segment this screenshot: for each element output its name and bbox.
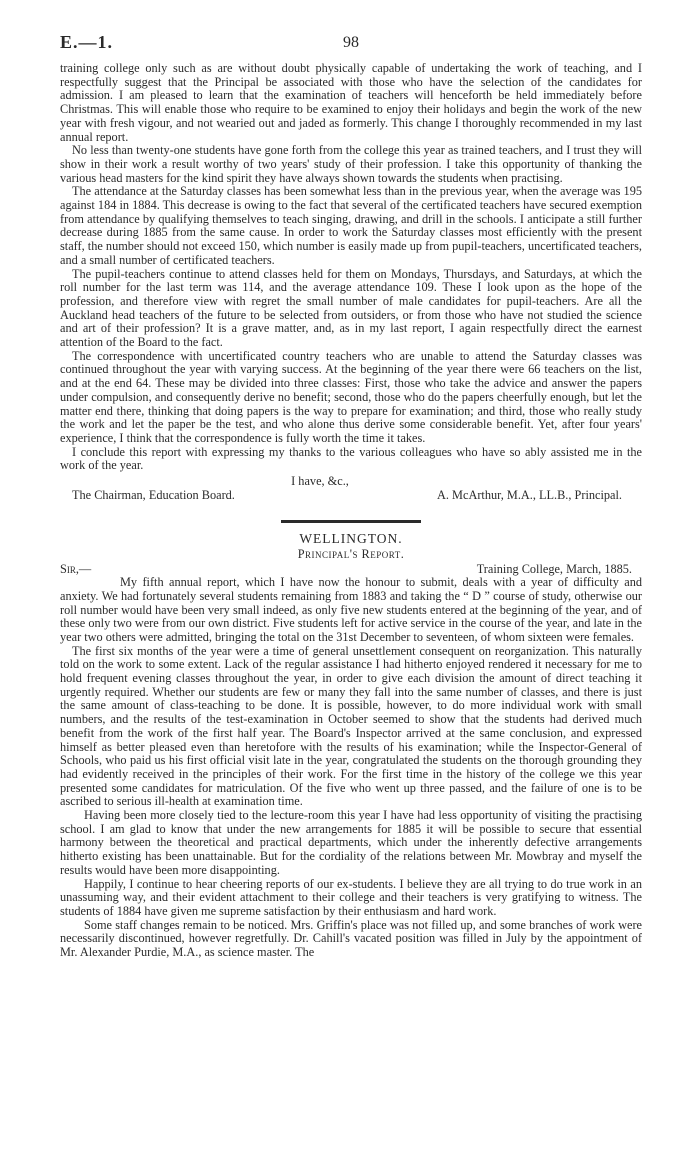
dateline: Training College, March, 1885.	[476, 562, 632, 577]
paragraph-bottom-5: Some staff changes remain to be noticed. Mrs. Griffin's place was not filled up, and some branches of work were necessarily discontinued, however regretfully. Dr. Cahill's vacated position was filled in July by the appointment of Mr. Alexander Purdie, M.A., as science master. The	[60, 917, 642, 960]
paragraph-top-4: The pupil-teachers continue to attend classes held for them on Mondays, Thursdays, and Saturdays, at which the roll number for the last term was 114, and the average attendance 109. These I look upon as the hope of the profession, and therefore view with regret the small number of male candidates for pupil-teachers. Are all the Auckland head teachers of the future to be selected from outsiders, or from those who have not studied the science and art of their profession? It is a grave matter, and, as in my last report, I again respectfully direct the earnest attention of the Board to the fact.	[60, 266, 642, 350]
section-title: WELLINGTON.	[299, 531, 403, 547]
paragraph-bottom-4: Happily, I continue to hear cheering reports of our ex-students. I believe they are all trying to do true work in an unassuming way, and their evident attachment to their college and their teachers is very gratifying to witness. The students of 1884 have given me supreme satisfaction by their enthusiasm and hard work.	[60, 876, 642, 918]
paragraph-top-5: The correspondence with uncertificated country teachers who are unable to attend the Saturday classes was continued throughout the year with varying success. At the beginning of the year there were 66 teachers on the list, and at the end 64. These may be divided into three classes: First, those who take the advice and answer the papers under compulsion, and consequently derive no benefit; second, those who do the papers cheerfully enough, but let the matter end there, thinking that doing papers is the way to prepare for examination; and third, those who really study the work and let the paper be the test, and who alone thus derive some considerable benefit. Yet, after four years' experience, I think that the correspondence is fully worth the time it takes.	[60, 348, 642, 445]
signature: A. McArthur, M.A., LL.B., Principal.	[437, 488, 622, 503]
addressee: The Chairman, Education Board.	[72, 488, 235, 503]
paragraph-top-3: The attendance at the Saturday classes has been somewhat less than in the previous year, when the average was 195 against 184 in 1884. This decrease is owing to the fact that several of the certificated teachers have secured exemption from attendance by qualifying themselves to teach singing, drawing, and drill in the schools. I anticipate a still further decrease during 1885 from the same cause. In order to work the Saturday classes most efficiently with the present staff, the number should not exceed 150, which number is easily made up from pupil-teachers, uncertificated teachers, and a small number of certificated teachers.	[60, 184, 642, 267]
salutation: Sir,—	[60, 562, 92, 577]
paragraph-top-2: No less than twenty-one students have gone forth from the college this year as trained teachers, and I trust they will show in their work a result worthy of two years' study of their profession. I take this opportunity of thanking the various head masters for the kind spirit they have always shown towards the students when practising.	[60, 143, 642, 185]
page-header	[60, 32, 642, 62]
signature-line	[60, 488, 642, 502]
section-subtitle: Principal's Report.	[297, 547, 405, 562]
paragraph-top-1: training college only such as are without doubt physically capable of undertaking the work of teaching, and I respectfully suggest that the Principal be associated with those who have the selection of the candidates for admission. I am pleased to learn that the examination of teachers will henceforth be held immediately before Christmas. This will enable those who require to be examined to enjoy their holidays and begin the work of the new year with fresh vigour, and not wearied out and jaded as formerly. This change I thoroughly recommended in my last annual report.	[60, 61, 642, 144]
document-code: E.—1.	[60, 32, 114, 52]
paragraph-bottom-1: My fifth annual report, which I have now the honour to submit, deals with a year of difficulty and anxiety. We had fortunately several students remaining from 1883 and taking the “ D ” course of study, otherwise our roll number would have been very small indeed, as only five new students entered at the beginning of the year, and of these only two were from our own district. Five students left for active service in the course of the year, and late in the year two others were admitted, bringing the total on the 31st December to seventeen, of whom sixteen were females.	[60, 575, 642, 644]
page-number: 98	[343, 34, 359, 51]
closing-formula-line	[60, 474, 642, 488]
paragraph-bottom-3: Having been more closely tied to the lecture-room this year I have had less opportunity of visiting the practising school. I am glad to know that under the new arrangements for 1885 it will be possible to secure that essential harmony between the theoretical and practical departments, which under the inherently defective arrangements hitherto existing has been unattainable. But for the cordiality of the relations between Mr. Mowbray and myself the results would have been more disappointing.	[60, 808, 642, 877]
section-divider	[281, 520, 421, 523]
salutation-line	[60, 562, 642, 576]
paragraph-bottom-2: The first six months of the year were a time of general unsettlement consequent on reorganization. This naturally told on the work to some extent. Lack of the regular assistance I had hitherto enjoyed rendered it necessary for me to hold frequent evening classes throughout the year, in order to give each division the amount of direct teaching it urgently required. Whether our students are few or many they fall into the same number of classes, and there is just the same amount of class-teaching to be done. It is possible, however, to do more individual work with small numbers, and the results of the test-examination in October seemed to show that the students had derived much benefit from the work of the first half year. The Board's Inspector arrived at the same conclusion, and expressed himself as better pleased even than heretofore with the results of his examination; while the Inspector-General of Schools, who paid us his first official visit late in the year, congratulated the students on the thorough grounding they had evidently received in the principles of their work. For the first time in the history of the college we this year presented some candidates for matriculation. Of the five who went up three passed, and the failure of one is to be ascribed to serious ill-health at examination time.	[60, 643, 642, 809]
paragraph-top-6: I conclude this report with expressing my thanks to the various colleagues who have so ably assisted me in the work of the year.	[60, 444, 642, 473]
closing-formula: I have, &c.,	[291, 474, 349, 489]
